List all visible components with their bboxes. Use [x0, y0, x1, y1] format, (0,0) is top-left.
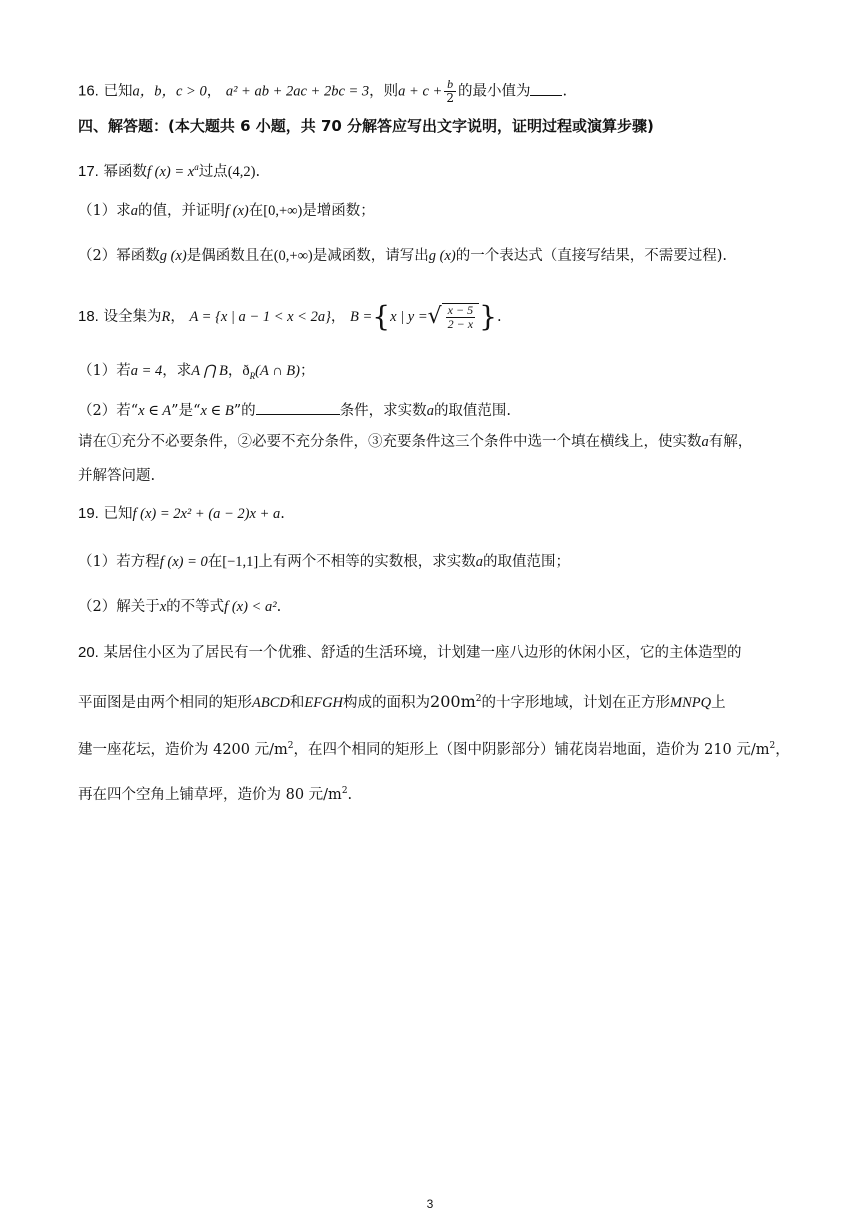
text: ，: [775, 741, 790, 758]
text: （2）解关于: [78, 599, 160, 615]
question-number: 17.: [78, 162, 99, 180]
fraction: [444, 78, 456, 105]
question-19: [78, 504, 285, 524]
text: （1）若: [78, 363, 131, 379]
text: 已知: [103, 83, 133, 100]
question-19-part-1: [78, 552, 570, 572]
math-intersection: A ⋂ B: [191, 363, 228, 379]
text: 建一座花坛，造价为 4200 元: [78, 741, 270, 758]
text: 的十字形地域，计划在正方形: [481, 694, 670, 711]
question-20-line-4: [78, 781, 352, 805]
math-var: a: [426, 403, 434, 419]
text: ；: [299, 363, 315, 379]
text: 设全集为: [103, 309, 162, 325]
text: 平面图是由两个相同的矩形: [78, 694, 252, 711]
text: 过点: [198, 163, 228, 180]
square-root: [428, 303, 479, 331]
text: 某居住小区为了居民有一个优雅、舒适的生活环境，计划建一座八边形的休闲小区，它的主体造型的: [103, 645, 742, 661]
text: 的一个表达式（直接写结果，不需要过程).: [455, 248, 727, 264]
text: 的取值范围.: [433, 403, 512, 419]
subscript: R: [249, 370, 256, 381]
math-function: g (x): [428, 248, 456, 264]
text: 的值，并证明: [137, 203, 225, 219]
question-18: 18. 设全集为R， A = {x | a − 1 < x < 2a}， B ={x | y =√ $\frac{x - 5}{2 - x}$ }.: [78, 300, 502, 333]
fraction-numerator: b: [444, 78, 456, 92]
answer-blank: [530, 81, 562, 96]
question-17-part-1: [78, 201, 375, 221]
text: 上: [711, 694, 726, 711]
math-expression: x ∈ B: [200, 403, 234, 419]
math-equation: f (x) = 0: [159, 554, 208, 570]
text: ，则: [369, 83, 399, 100]
text: （1）求: [78, 203, 131, 219]
text: ，: [330, 309, 346, 325]
fraction-denominator: 2 − x: [447, 317, 474, 331]
question-number: 16.: [78, 82, 99, 100]
text: （2）若“: [78, 403, 139, 419]
question-18-note-line-2: 并解答问题.: [78, 468, 156, 484]
question-19-part-2: [78, 597, 281, 617]
math-set-b-body: x | y =: [390, 309, 428, 325]
question-number: 20.: [78, 644, 99, 661]
text: ，在四个相同的矩形上（图中阴影部分）铺花岗岩地面，造价为 210 元: [293, 741, 751, 758]
math-interval: [0,+∞): [263, 203, 303, 219]
text: .: [255, 163, 261, 180]
fraction-numerator: x − 5: [447, 303, 474, 317]
text: ，: [227, 363, 243, 379]
question-20: [78, 643, 741, 663]
math-var: R: [161, 309, 171, 325]
unit: /m: [323, 786, 342, 803]
text: （2）幂函数: [78, 248, 160, 264]
math-label: EFGH: [304, 694, 344, 711]
math-expression: x ∈ A: [138, 403, 172, 419]
math-var: a: [701, 434, 709, 450]
math-function: f (x) = x: [146, 163, 195, 180]
right-brace-icon: }: [479, 300, 497, 333]
complement-symbol: ð: [242, 363, 250, 379]
text: 上有两个不相等的实数根，求实数: [258, 554, 476, 570]
question-18-part-2: [78, 400, 511, 421]
math-point: (4,2): [227, 163, 256, 180]
text: 条件，求实数: [339, 403, 427, 419]
exponent: a: [194, 162, 199, 172]
text: 有解，: [708, 434, 753, 450]
math-set-b-prefix: B =: [350, 309, 373, 325]
text: 的最小值为: [457, 83, 531, 100]
text: .: [276, 599, 282, 615]
text: 和: [289, 694, 305, 711]
math-interval: [−1,1]: [222, 554, 259, 570]
text: ”的: [233, 403, 256, 419]
text: 是增函数；: [302, 203, 375, 219]
text: 已知: [103, 506, 133, 522]
math-expression: a + c +: [398, 83, 443, 100]
left-brace-icon: {: [372, 300, 391, 333]
question-number: 18.: [78, 308, 99, 325]
text: ，求: [162, 363, 192, 379]
math-label: ABCD: [252, 694, 290, 711]
math-function: f (x) = 2x² + (a − 2)x + a: [132, 506, 281, 522]
text: .: [496, 309, 502, 325]
page-number: 3: [426, 1197, 434, 1211]
question-number: 19.: [78, 505, 99, 522]
math-inequality: f (x) < a²: [224, 599, 277, 615]
text: 在: [207, 554, 223, 570]
text: .: [280, 506, 285, 522]
exponent: 2: [341, 786, 348, 796]
radical-icon: √: [427, 304, 442, 329]
text: 幂函数: [103, 163, 147, 180]
math-complement: (A ∩ B): [255, 363, 300, 379]
math-function: g (x): [159, 248, 187, 264]
text: ”是“: [171, 403, 201, 419]
question-17: [78, 157, 260, 182]
text: 在: [248, 203, 264, 219]
unit: /m: [269, 741, 288, 758]
fraction-denominator: 2: [446, 91, 454, 105]
question-16: 16. 已知a，b，c > 0， a² + ab + 2ac + 2bc = 3，则a + c + $\frac{b}{2}$ 的最小值为 .: [78, 77, 568, 105]
exponent: 2: [769, 741, 776, 751]
math-equation: a² + ab + 2ac + 2bc = 3: [225, 83, 370, 100]
question-20-line-3: [78, 736, 790, 760]
text: 是偶函数且在: [186, 248, 274, 264]
math-function: f (x): [224, 203, 249, 219]
question-18-note-line-1: [78, 432, 752, 452]
text: 是减函数，请写出: [312, 248, 429, 264]
question-20-line-2: [78, 689, 726, 713]
text: 再在四个空角上铺草坪，造价为 80 元: [78, 786, 324, 803]
fraction: [446, 304, 475, 331]
math-label: MNPQ: [669, 694, 712, 711]
answer-blank: [256, 400, 340, 415]
math-interval: (0,+∞): [273, 248, 313, 264]
text: 请在①充分不必要条件，②必要不充分条件，③充要条件这三个条件中选一个填在横线上，使实数: [78, 434, 702, 450]
text: .: [562, 83, 568, 100]
unit: /m: [750, 741, 770, 758]
text: 的取值范围；: [482, 554, 570, 570]
section-title: 四、解答题：(本大题共 6 小题，共 70 分解答应写出文字说明，证明过程或演算步骤): [78, 117, 654, 135]
area-value: 200m: [430, 691, 476, 711]
math-set-a: A = {x | a − 1 < x < 2a}: [189, 309, 331, 325]
math-condition: a，b，c > 0: [132, 83, 207, 100]
text: （1）若方程: [78, 554, 160, 570]
text: 的不等式: [166, 599, 225, 615]
exponent: 2: [287, 741, 294, 751]
math-var: a: [130, 203, 138, 219]
question-17-part-2: [78, 246, 727, 266]
math-equation: a = 4: [130, 363, 163, 379]
question-18-part-1: [78, 361, 314, 386]
exponent: 2: [475, 694, 482, 704]
math-var: a: [475, 554, 483, 570]
text: .: [347, 786, 353, 803]
math-var: x: [159, 599, 167, 615]
text: 构成的面积为: [343, 694, 431, 711]
